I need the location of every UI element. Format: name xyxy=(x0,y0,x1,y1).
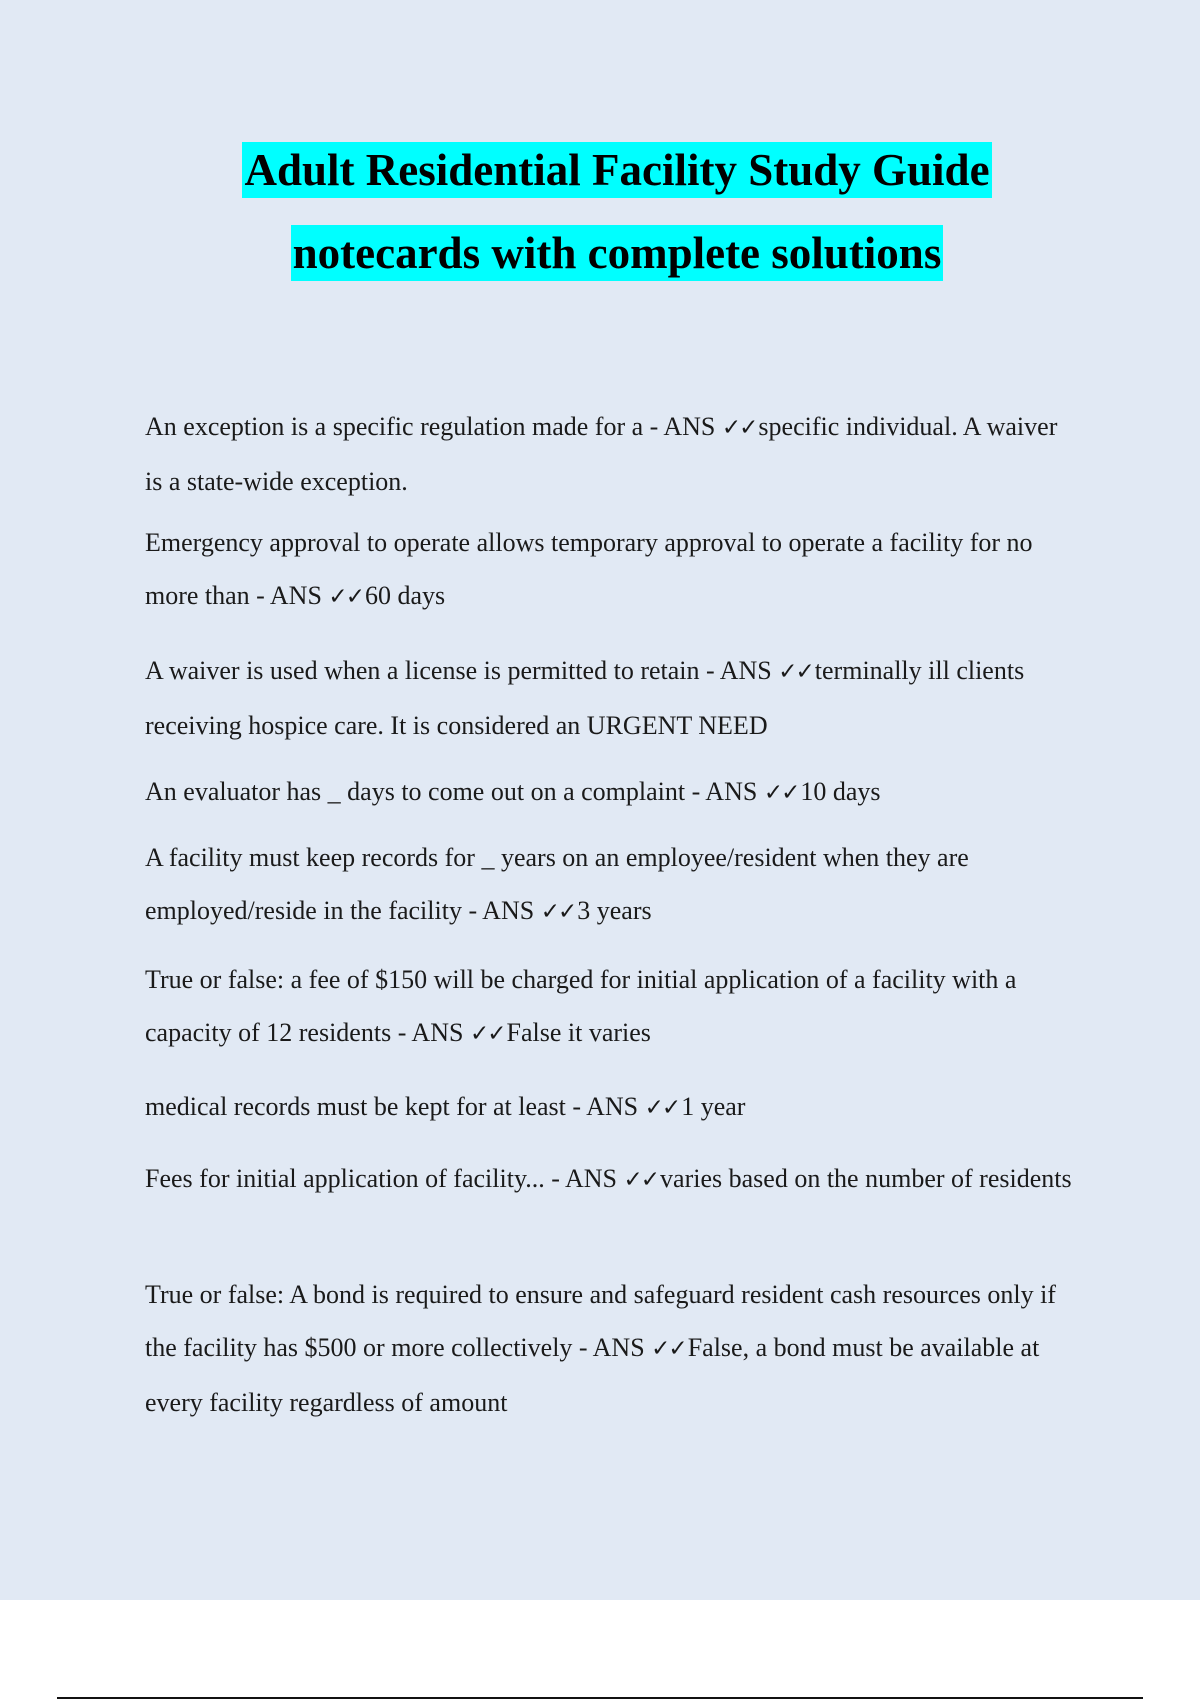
double-check-icon: ✓✓ xyxy=(721,415,757,441)
flashcard-1 xyxy=(145,400,1075,508)
document-title xyxy=(0,142,1200,281)
double-check-icon: ✓✓ xyxy=(540,899,576,925)
flashcard-2 xyxy=(145,516,1075,624)
card-answer: 10 days xyxy=(800,777,881,806)
card-answer: False, a bond must be available at every facility regardless of amount xyxy=(145,1333,1040,1417)
double-check-icon: ✓✓ xyxy=(623,1167,659,1193)
title-line-1: Adult Residential Facility Study Guide xyxy=(242,142,991,198)
flashcard-3 xyxy=(145,644,1075,752)
double-check-icon: ✓✓ xyxy=(778,659,813,685)
card-question: Fees for initial application of facility... - ANS xyxy=(145,1164,624,1193)
card-answer: False it varies xyxy=(506,1018,651,1047)
card-answer: 1 year xyxy=(681,1092,746,1121)
flashcard-8 xyxy=(145,1152,1075,1207)
card-question: True or false: A bond is required to ensure and safeguard resident cash resources only if the facility has $500 or more collectively - ANS xyxy=(145,1280,1056,1362)
card-question: An exception is a specific regulation made for a - ANS xyxy=(145,412,722,441)
card-question: An evaluator has _ days to come out on a complaint - ANS xyxy=(145,777,764,806)
title-line-2: notecards with complete solutions xyxy=(291,225,944,281)
card-answer: 3 years xyxy=(577,896,652,925)
double-check-icon: ✓✓ xyxy=(469,1021,505,1047)
card-question: A facility must keep records for _ years on an employee/resident when they are employed/reside in the facility - ANS xyxy=(145,843,969,925)
double-check-icon: ✓✓ xyxy=(651,1336,686,1362)
double-check-icon: ✓✓ xyxy=(763,780,799,806)
footer-divider xyxy=(57,1697,1143,1699)
flashcard-5 xyxy=(145,831,1075,939)
double-check-icon: ✓✓ xyxy=(644,1095,680,1121)
flashcard-9 xyxy=(145,1268,1075,1429)
flashcard-4 xyxy=(145,765,1075,820)
flashcard-6 xyxy=(145,953,1075,1061)
card-question: A waiver is used when a license is permitted to retain - ANS xyxy=(145,656,779,685)
card-question: True or false: a fee of $150 will be charged for initial application of a facility with a capacity of 12 residents - ANS xyxy=(145,965,1017,1047)
card-question: medical records must be kept for at least - ANS xyxy=(145,1092,645,1121)
card-answer: specific individual. A waiver is a state-wide exception. xyxy=(145,412,1058,496)
card-question: Emergency approval to operate allows temporary approval to operate a facility for no more than - ANS xyxy=(145,528,1033,610)
card-answer: varies based on the number of residents xyxy=(660,1164,1072,1193)
flashcard-7 xyxy=(145,1080,1075,1135)
card-answer: 60 days xyxy=(364,581,446,610)
double-check-icon: ✓✓ xyxy=(328,584,363,610)
card-answer: terminally ill clients receiving hospice care. It is considered an URGENT NEED xyxy=(145,656,1025,740)
